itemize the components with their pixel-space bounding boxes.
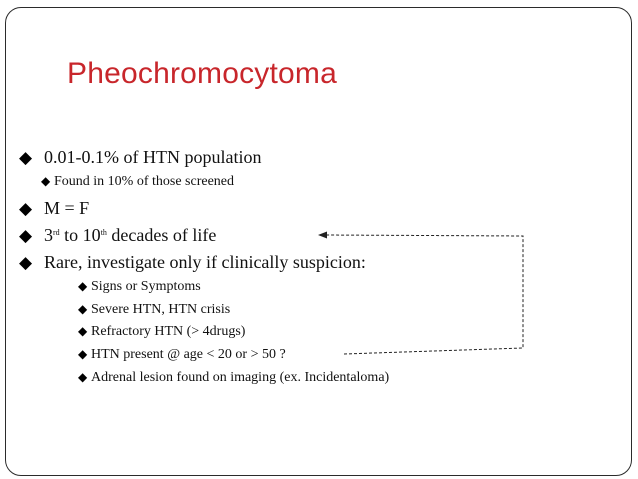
black-diamond-icon: ◆: [78, 347, 88, 361]
black-diamond-icon: ◆: [41, 174, 51, 188]
black-diamond-icon: ◆: [78, 302, 88, 316]
bullet-text: HTN present @ age < 20 or > 50 ?: [91, 347, 286, 362]
bullet-text: Adrenal lesion found on imaging (ex. Incidentaloma): [91, 370, 390, 385]
bullet-text-decades: 3rd to 10th decades of life: [44, 225, 217, 245]
bullet-level1: [20, 224, 216, 247]
black-diamond-icon: ◆: [78, 324, 88, 338]
bullet-level2: [78, 322, 245, 341]
black-diamond-icon: ◆: [19, 226, 33, 246]
bullet-text: M = F: [44, 198, 90, 218]
bullet-text: Refractory HTN (> 4drugs): [91, 324, 246, 339]
bullet-level1: [20, 251, 366, 274]
black-diamond-icon: ◆: [78, 279, 88, 293]
bullet-text: Signs or Symptoms: [91, 279, 201, 294]
bullet-level2: [78, 345, 286, 364]
slide-title: Pheochromocytoma: [67, 57, 337, 90]
bullet-level2: [41, 172, 234, 191]
bullet-level2: [78, 368, 389, 387]
bullet-level2: [78, 277, 201, 296]
bullet-text: Rare, investigate only if clinically suspicion:: [44, 252, 366, 272]
black-diamond-icon: ◆: [19, 148, 33, 168]
bullet-text: Severe HTN, HTN crisis: [91, 302, 231, 317]
bullet-level1: [20, 146, 261, 169]
black-diamond-icon: ◆: [19, 253, 33, 273]
black-diamond-icon: ◆: [78, 370, 88, 384]
bullet-text: Found in 10% of those screened: [54, 174, 235, 189]
bullet-text: 0.01-0.1% of HTN population: [44, 147, 262, 167]
black-diamond-icon: ◆: [19, 199, 33, 219]
bullet-level1: [20, 197, 89, 220]
bullet-level2: [78, 300, 230, 319]
